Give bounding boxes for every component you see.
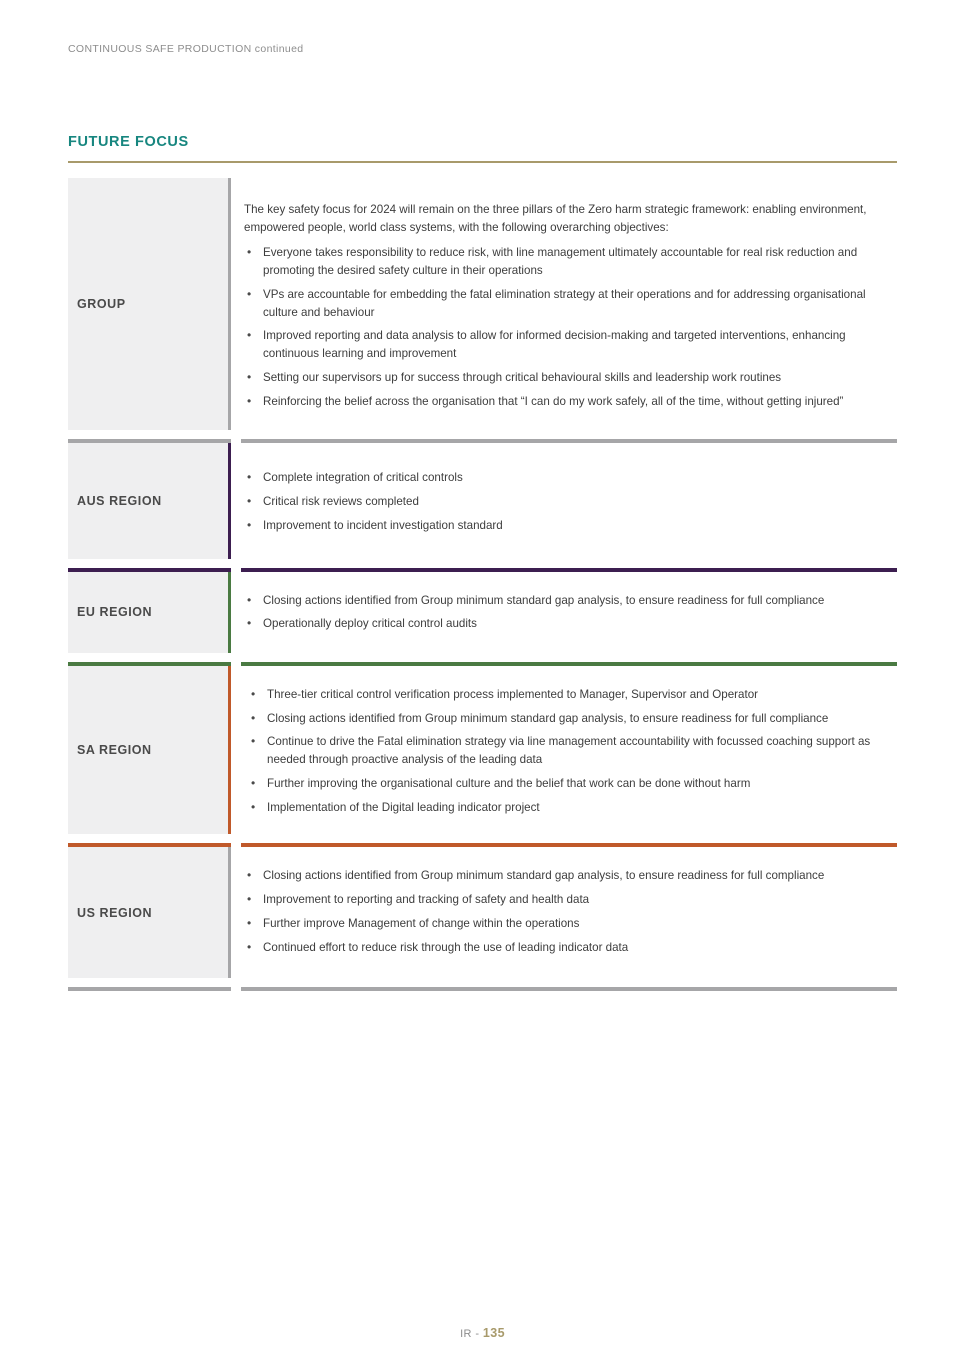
- list-item: • Critical risk reviews completed: [241, 493, 879, 511]
- row-label-sa-region: [68, 666, 231, 834]
- list-item: • Closing actions identified from Group minimum standard gap analysis, to ensure readiness for full compliance: [241, 592, 879, 610]
- column-gap: [231, 666, 241, 834]
- table-row: [68, 666, 897, 847]
- list-item: • Improvement to incident investigation standard: [241, 517, 879, 535]
- row-content-us-region: [241, 847, 897, 978]
- row-label-text: US REGION: [77, 905, 153, 920]
- list-item: • Everyone takes responsibility to reduce risk, with line management ultimately accountable for real risk reduction and promoting the desired safety culture in their operations: [241, 244, 879, 279]
- bullet-list: [241, 867, 879, 956]
- table-row: [68, 178, 897, 443]
- future-focus-table: [68, 178, 897, 991]
- row-content-eu-region: [241, 572, 897, 653]
- intro-paragraph: The key safety focus for 2024 will remain on the three pillars of the Zero harm strategic framework: enabling environment, empowered people, world class systems, with the following overarching objectives:: [244, 203, 867, 234]
- row-content-sa-region: [241, 666, 897, 834]
- row-label-eu-region: [68, 572, 231, 653]
- column-gap: [231, 572, 241, 653]
- row-underline: [68, 987, 897, 991]
- heading-rule: [68, 161, 897, 163]
- table-row: [68, 847, 897, 991]
- row-label-text: SA REGION: [77, 743, 152, 758]
- table-row: [68, 572, 897, 666]
- footer-prefix: IR -: [460, 1328, 483, 1340]
- list-item: • Improved reporting and data analysis to allow for informed decision-making and targeted interventions, enhancing continuous learning and improvement: [241, 327, 879, 362]
- row-content-aus-region: [241, 443, 897, 558]
- column-gap: [231, 178, 241, 430]
- list-item: • Improvement to reporting and tracking of safety and health data: [241, 891, 879, 909]
- column-gap: [231, 443, 241, 558]
- row-underline-label: [68, 987, 231, 991]
- bullet-list: [241, 469, 879, 534]
- section-heading: FUTURE FOCUS: [68, 134, 189, 150]
- table-row: [68, 443, 897, 571]
- row-label-text: AUS REGION: [77, 493, 162, 508]
- running-header: CONTINUOUS SAFE PRODUCTION continued: [68, 43, 304, 55]
- row-label-group: [68, 178, 231, 430]
- row-label-aus-region: [68, 443, 231, 558]
- row-underline-gap: [231, 987, 241, 991]
- list-item: • Operationally deploy critical control audits: [241, 615, 879, 633]
- list-item: • Implementation of the Digital leading indicator project: [241, 799, 879, 817]
- list-item: • Closing actions identified from Group minimum standard gap analysis, to ensure readiness for full compliance: [241, 710, 879, 728]
- page-footer: [0, 1326, 965, 1340]
- row-label-text: GROUP: [77, 297, 126, 312]
- list-item: • Further improving the organisational culture and the belief that work can be done without harm: [241, 775, 879, 793]
- list-item: • Continued effort to reduce risk through the use of leading indicator data: [241, 939, 879, 957]
- list-item: • Closing actions identified from Group minimum standard gap analysis, to ensure readiness for full compliance: [241, 867, 879, 885]
- list-item: • Further improve Management of change within the operations: [241, 915, 879, 933]
- list-item: • Reinforcing the belief across the organisation that “I can do my work safely, all of the time, without getting injured”: [241, 393, 879, 411]
- list-item: • Three-tier critical control verification process implemented to Manager, Supervisor and Operator: [241, 686, 879, 704]
- row-content-group: [241, 178, 897, 430]
- bullet-list: [241, 244, 879, 410]
- list-item: • Setting our supervisors up for success through critical behavioural skills and leadership work routines: [241, 369, 879, 387]
- column-gap: [231, 847, 241, 978]
- list-item: • VPs are accountable for embedding the fatal elimination strategy at their operations and for addressing organisational culture and behaviour: [241, 286, 879, 321]
- list-item: • Complete integration of critical controls: [241, 469, 879, 487]
- footer-page-number: 135: [482, 1326, 505, 1340]
- row-label-text: EU REGION: [77, 605, 153, 620]
- row-underline-content: [241, 987, 897, 991]
- row-label-us-region: [68, 847, 231, 978]
- list-item: • Continue to drive the Fatal elimination strategy via line management accountability with focussed coaching support as needed through proactive analysis of the leading data: [241, 733, 879, 768]
- bullet-list: [241, 686, 879, 816]
- bullet-list: [241, 592, 879, 633]
